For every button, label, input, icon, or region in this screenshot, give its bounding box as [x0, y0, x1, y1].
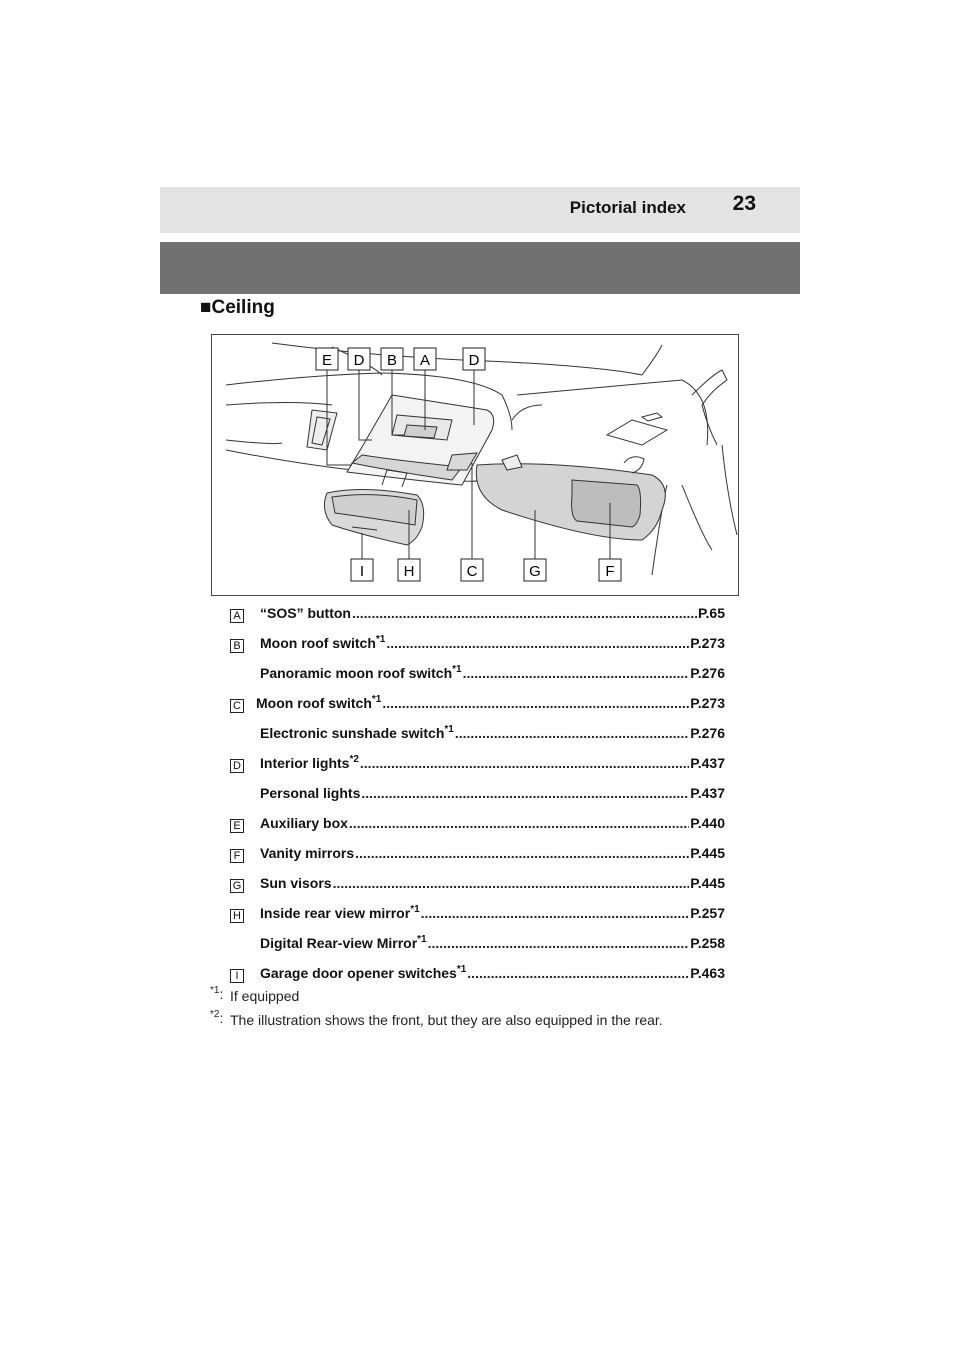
index-entry	[230, 780, 725, 810]
footnote-mark: *1	[410, 904, 420, 915]
entry-badge: C	[230, 699, 244, 713]
footnote-mark: *1	[371, 694, 382, 705]
page-reference[interactable]: P.437	[690, 785, 725, 801]
entry-badge: I	[230, 969, 244, 983]
footnote-mark: *1	[375, 634, 386, 645]
ceiling-drawing	[212, 335, 738, 595]
entry-label[interactable]: Interior lights$^{*2}$	[260, 754, 359, 771]
index-entry	[230, 750, 725, 780]
figure-label-i: I	[359, 563, 365, 580]
index-entry	[230, 810, 725, 840]
figure-label-g: G	[529, 563, 541, 580]
entry-label[interactable]: Auxiliary box	[260, 815, 348, 831]
page-reference[interactable]: P.258	[690, 935, 725, 951]
entry-badge: H	[230, 909, 244, 923]
index-entry	[230, 660, 725, 690]
footnote-marker: *1	[210, 985, 220, 996]
page-reference[interactable]: P.273	[690, 635, 725, 651]
page-reference[interactable]: P.437	[690, 755, 725, 771]
index-entry	[230, 870, 725, 900]
header-title: Pictorial index	[569, 198, 686, 217]
figure-label-f: F	[605, 563, 615, 580]
footnote-mark: *1	[444, 724, 454, 735]
entry-badge: D	[230, 759, 244, 773]
entry-label[interactable]: Moon roof switch$^{*1}$	[256, 694, 382, 711]
component-index-list	[230, 600, 725, 990]
entry-label[interactable]: Electronic sunshade switch$^{*1}$	[260, 724, 454, 741]
entry-label[interactable]: Garage door opener switches$^{*1}$	[260, 964, 467, 981]
page-header	[160, 187, 800, 233]
entry-badge: A	[230, 609, 244, 623]
section-banner	[160, 242, 800, 294]
page-number: 23	[732, 192, 756, 215]
page-reference[interactable]: P.276	[690, 665, 725, 681]
figure-label-h: H	[403, 563, 415, 580]
page-reference[interactable]: P.440	[690, 815, 725, 831]
index-entry	[230, 600, 725, 630]
entry-badge: G	[230, 879, 244, 893]
section-heading: ■Ceiling	[200, 297, 275, 318]
footnote-mark: *1	[452, 664, 462, 675]
footnotes	[210, 986, 750, 1034]
index-entry	[230, 690, 725, 720]
footnote: $^{*1}$: If equipped	[210, 985, 300, 1004]
index-entry	[230, 630, 725, 660]
entry-badge: E	[230, 819, 244, 833]
figure-label-b: B	[386, 352, 398, 369]
page-reference[interactable]: P.65	[698, 605, 725, 621]
index-entry	[230, 720, 725, 750]
entry-label[interactable]: Moon roof switch$^{*1}$	[260, 634, 386, 651]
entry-label[interactable]: “SOS” button	[260, 605, 351, 621]
entry-label[interactable]: Sun visors	[260, 875, 332, 891]
entry-label[interactable]: Vanity mirrors	[260, 845, 355, 861]
entry-badge: F	[230, 849, 244, 863]
footnote-marker: *2	[210, 1009, 220, 1020]
page-reference[interactable]: P.257	[690, 905, 725, 921]
footnote-text: If equipped	[230, 988, 300, 1004]
index-entry	[230, 840, 725, 870]
figure-label-c: C	[466, 563, 478, 580]
figure-label-a: A	[419, 352, 431, 369]
entry-label[interactable]: Inside rear view mirror$^{*1}$	[260, 904, 420, 921]
index-entry	[230, 930, 725, 960]
page-reference[interactable]: P.276	[690, 725, 725, 741]
entry-badge: B	[230, 639, 244, 653]
page-reference[interactable]: P.445	[690, 845, 725, 861]
footnote-mark: *1	[456, 964, 467, 975]
figure-label-e: E	[321, 352, 333, 369]
ceiling-illustration	[211, 334, 739, 596]
entry-label[interactable]: Panoramic moon roof switch$^{*1}$	[260, 664, 462, 681]
footnote-text: The illustration shows the front, but they are also equipped in the rear.	[230, 1012, 663, 1028]
footnote: $^{*2}$: The illustration shows the front, but they are also equipped in the rear.	[210, 1009, 663, 1028]
footnote-mark: *1	[417, 934, 427, 945]
index-entry	[230, 900, 725, 930]
entry-label[interactable]: Digital Rear-view Mirror$^{*1}$	[260, 934, 427, 951]
page-reference[interactable]: P.445	[690, 875, 725, 891]
page-reference[interactable]: P.273	[690, 695, 725, 711]
page-reference[interactable]: P.463	[690, 965, 725, 981]
footnote-mark: *2	[349, 754, 359, 765]
figure-label-d-right: D	[468, 352, 480, 369]
entry-label[interactable]: Personal lights	[260, 785, 361, 801]
figure-label-d: D	[353, 352, 365, 369]
